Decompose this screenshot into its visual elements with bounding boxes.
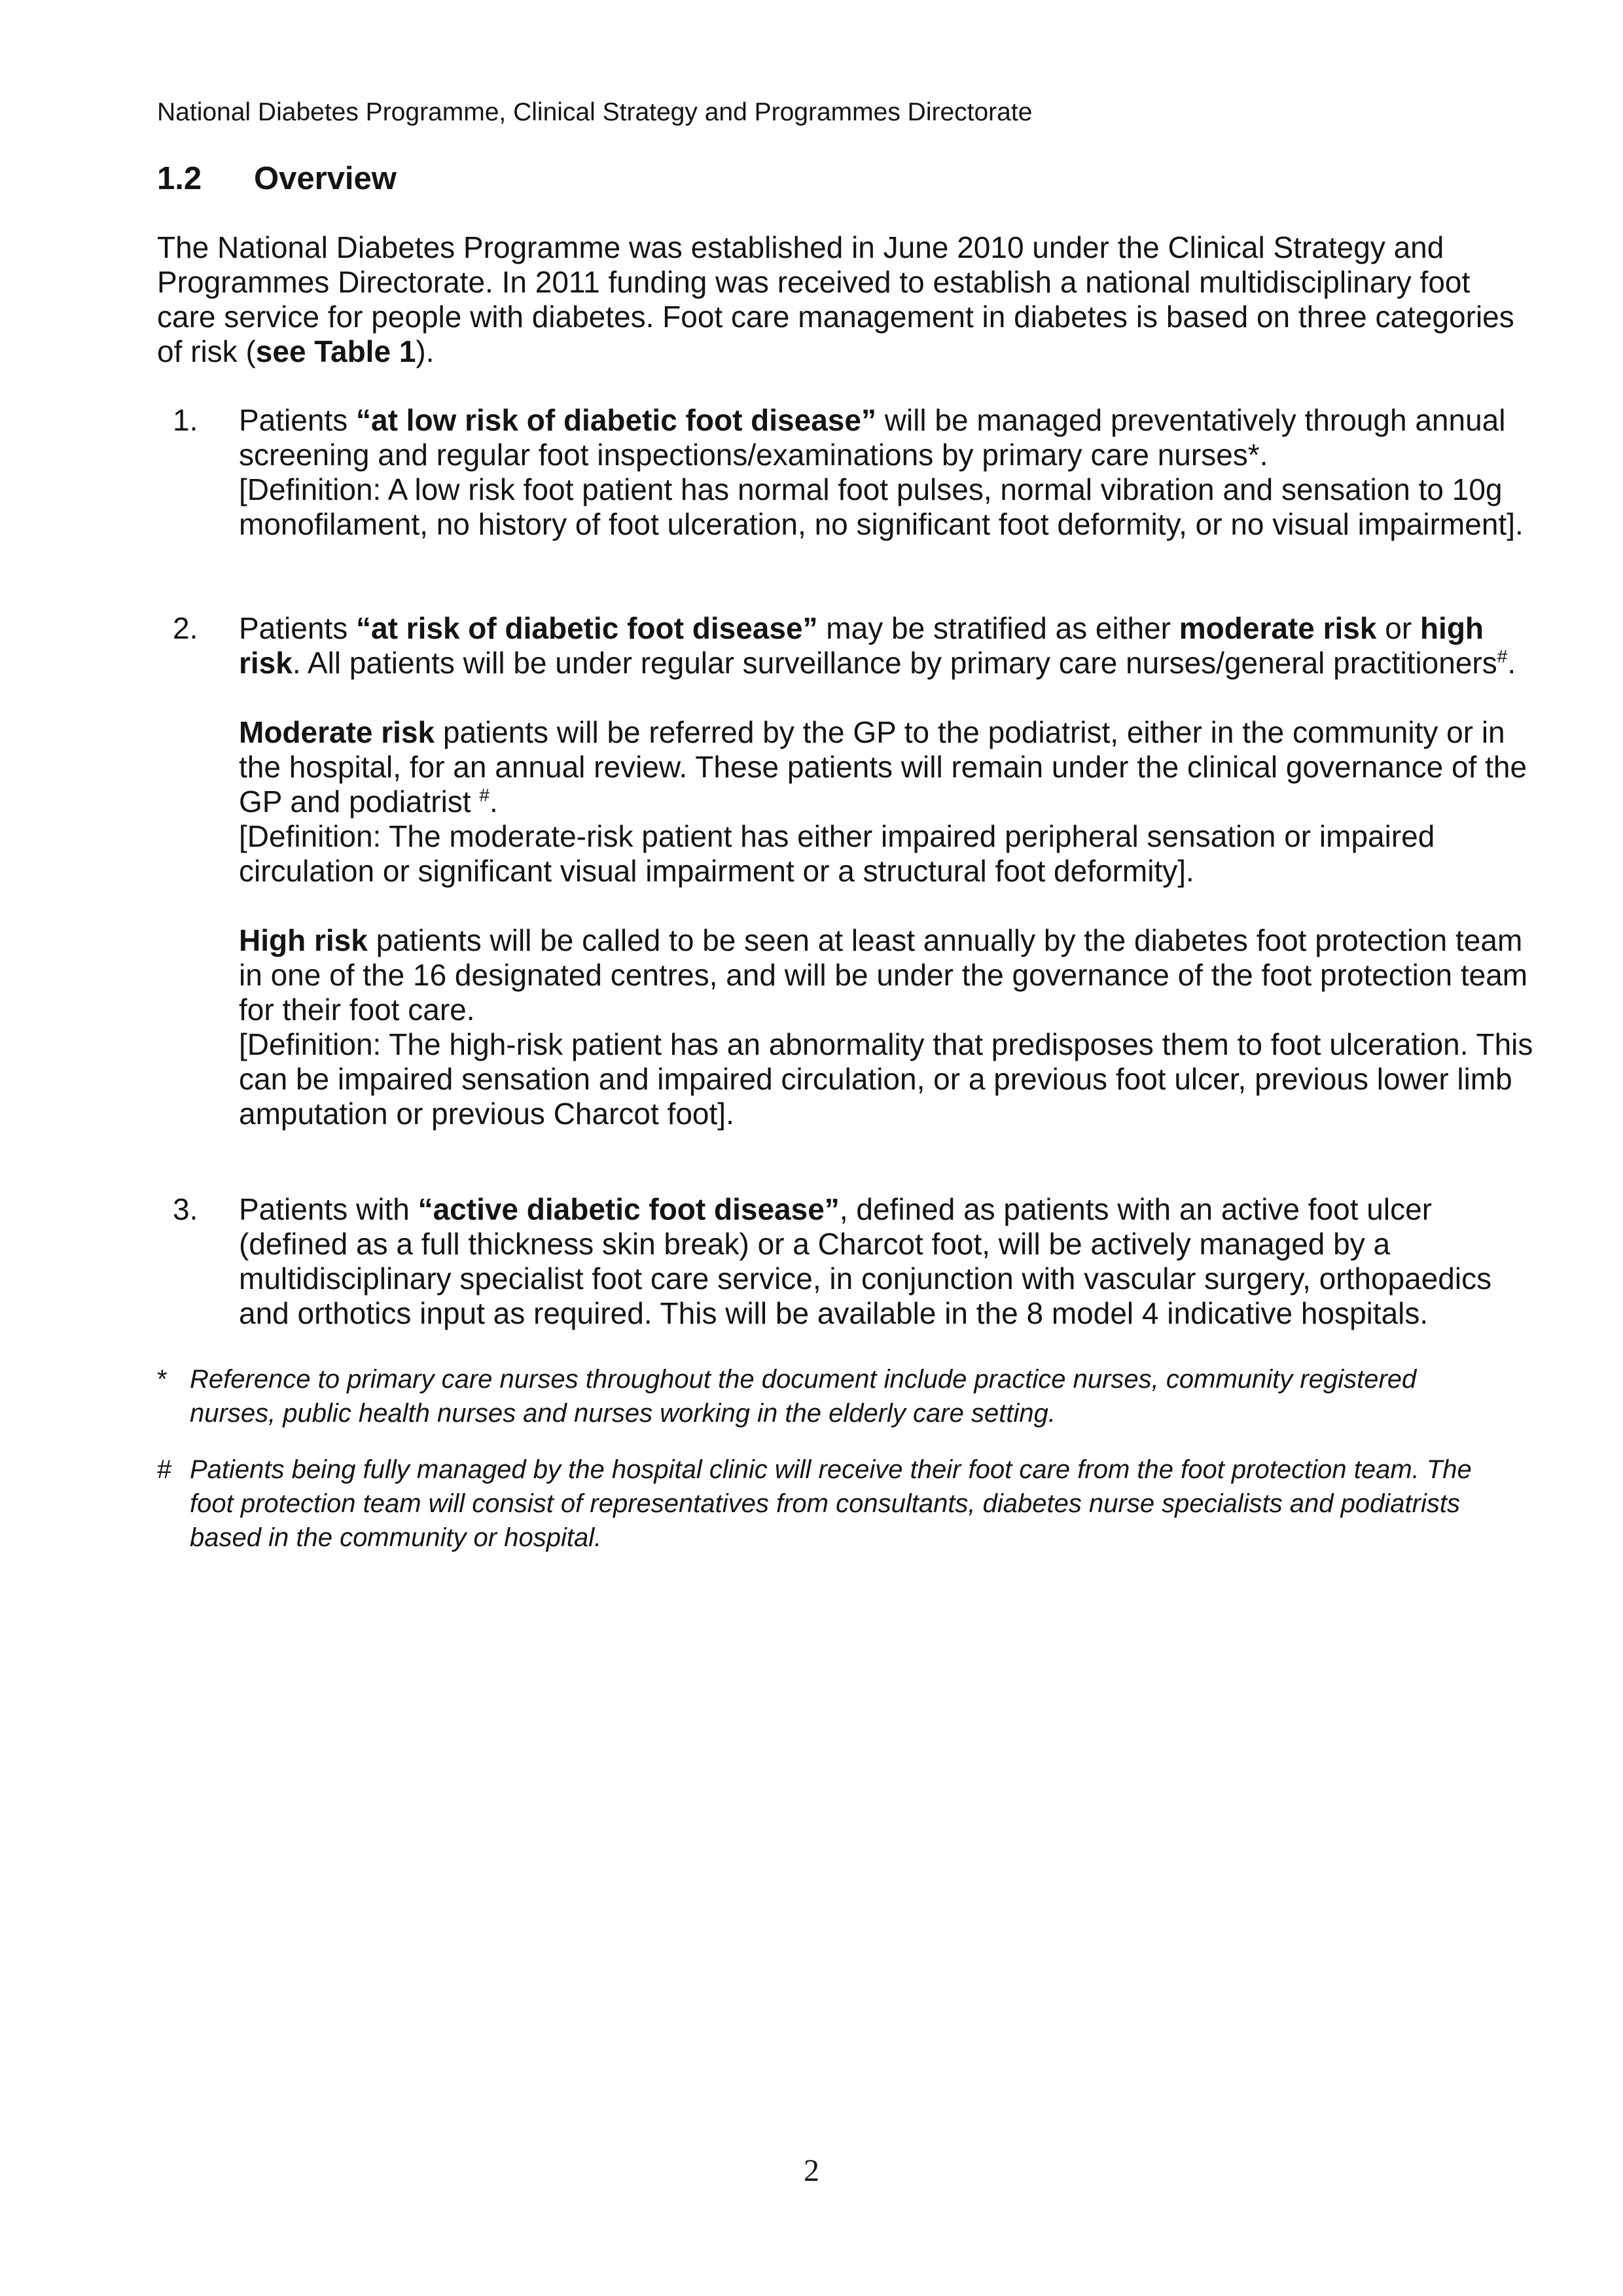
low-risk-lead: Patients bbox=[239, 403, 356, 437]
list-number: 2. bbox=[173, 611, 198, 645]
footnote-hash bbox=[157, 1453, 1505, 1555]
moderate-risk-definition: [Definition: The moderate-risk patient has either impaired peripheral sensation or impaired circulation or significant visual impairment or a structural foot deformity]. bbox=[239, 819, 1435, 888]
intro-paragraph bbox=[157, 230, 1528, 369]
list-number: 1. bbox=[173, 403, 198, 437]
list-item-active-disease bbox=[157, 1192, 1544, 1331]
section-title: Overview bbox=[254, 161, 397, 196]
high-risk-description bbox=[239, 923, 1548, 1027]
moderate-risk-description bbox=[239, 715, 1548, 819]
low-risk-term: “at low risk of diabetic foot disease” bbox=[356, 403, 876, 437]
section-number: 1.2 bbox=[157, 161, 202, 196]
moderate-risk-end: . bbox=[489, 785, 498, 819]
at-risk-mid: may be stratified as either bbox=[817, 611, 1179, 645]
at-risk-term: “at risk of diabetic foot disease” bbox=[356, 611, 818, 645]
at-risk-text: . All patients will be under regular surveillance by primary care nurses/general practitioners bbox=[292, 646, 1497, 680]
high-risk-term: high risk bbox=[239, 611, 1484, 680]
high-risk-definition: [Definition: The high-risk patient has an abnormality that predisposes them to foot ulceration. This can be impaired sensation and impaired circulation, or a previous foot ulcer, previous lower limb amputation or previous Charcot foot]. bbox=[239, 1027, 1533, 1131]
list-number: 3. bbox=[173, 1192, 198, 1226]
at-risk-description bbox=[239, 611, 1548, 680]
list-item-low-risk bbox=[157, 403, 1544, 542]
low-risk-text: will be managed preventatively through annual screening and regular foot inspections/examinations by primary care nurses*. bbox=[239, 403, 1506, 472]
section-heading bbox=[157, 159, 397, 198]
high-risk-text: patients will be called to be seen at least annually by the diabetes foot protection team in one of the 16 designated centres, and will be under the governance of the foot protection team for their foot care. bbox=[239, 923, 1528, 1027]
low-risk-description bbox=[239, 403, 1548, 472]
active-disease-text: , defined as patients with an active foot ulcer (defined as a full thickness skin break) or a Charcot foot, will be actively managed by a multidisciplinary specialist foot care service, in conjunction with vascular surgery, orthopaedics and orthotics input as required. This will be available in the 8 model 4 indicative hospitals. bbox=[239, 1192, 1492, 1330]
active-disease-lead: Patients with bbox=[239, 1192, 418, 1226]
at-risk-end: . bbox=[1507, 646, 1516, 680]
intro-text: The National Diabetes Programme was established in June 2010 under the Clinical Strategy and Programmes Directorate. In 2011 funding was received to establish a national multidisciplinary foot care service for people with diabetes. Foot care management in diabetes is based on three categories of risk ( bbox=[157, 230, 1514, 368]
active-disease-term: “active diabetic foot disease” bbox=[418, 1192, 840, 1226]
footnote-mark: * bbox=[157, 1365, 168, 1394]
moderate-risk-heading: Moderate risk bbox=[239, 715, 435, 749]
footnote-ref-hash: # bbox=[1497, 646, 1508, 667]
at-risk-lead: Patients bbox=[239, 611, 356, 645]
footnote-ref-hash: # bbox=[479, 785, 490, 805]
footnote-text: Reference to primary care nurses throughout the document include practice nurses, community registered nurses, public health nurses and nurses working in the elderly care setting. bbox=[190, 1365, 1417, 1428]
footnote-text: Patients being fully managed by the hospital clinic will receive their foot care from the foot protection team. The foot protection team will consist of representatives from consultants, diabetes nurse specialists and podiatrists based in the community or hospital. bbox=[190, 1455, 1472, 1552]
page-number: 2 bbox=[804, 2153, 819, 2188]
table-reference: see Table 1 bbox=[255, 334, 416, 368]
footnote-asterisk bbox=[157, 1362, 1505, 1430]
list-item-at-risk bbox=[157, 611, 1544, 1131]
moderate-risk-text: patients will be referred by the GP to the podiatrist, either in the community or in the hospital, for an annual review. These patients will remain under the clinical governance of the GP and podiatrist bbox=[239, 715, 1527, 819]
footnote-mark: # bbox=[157, 1455, 172, 1484]
active-disease-description bbox=[239, 1192, 1548, 1331]
running-header: National Diabetes Programme, Clinical Strategy and Programmes Directorate bbox=[157, 98, 1033, 126]
low-risk-definition: [Definition: A low risk foot patient has normal foot pulses, normal vibration and sensation to 10g monofilament, no history of foot ulceration, no significant foot deformity, or no visual impairment]. bbox=[239, 472, 1524, 541]
high-risk-heading: High risk bbox=[239, 923, 368, 957]
at-risk-or: or bbox=[1376, 611, 1420, 645]
moderate-risk-term: moderate risk bbox=[1179, 611, 1377, 645]
intro-text-end: ). bbox=[416, 334, 435, 368]
